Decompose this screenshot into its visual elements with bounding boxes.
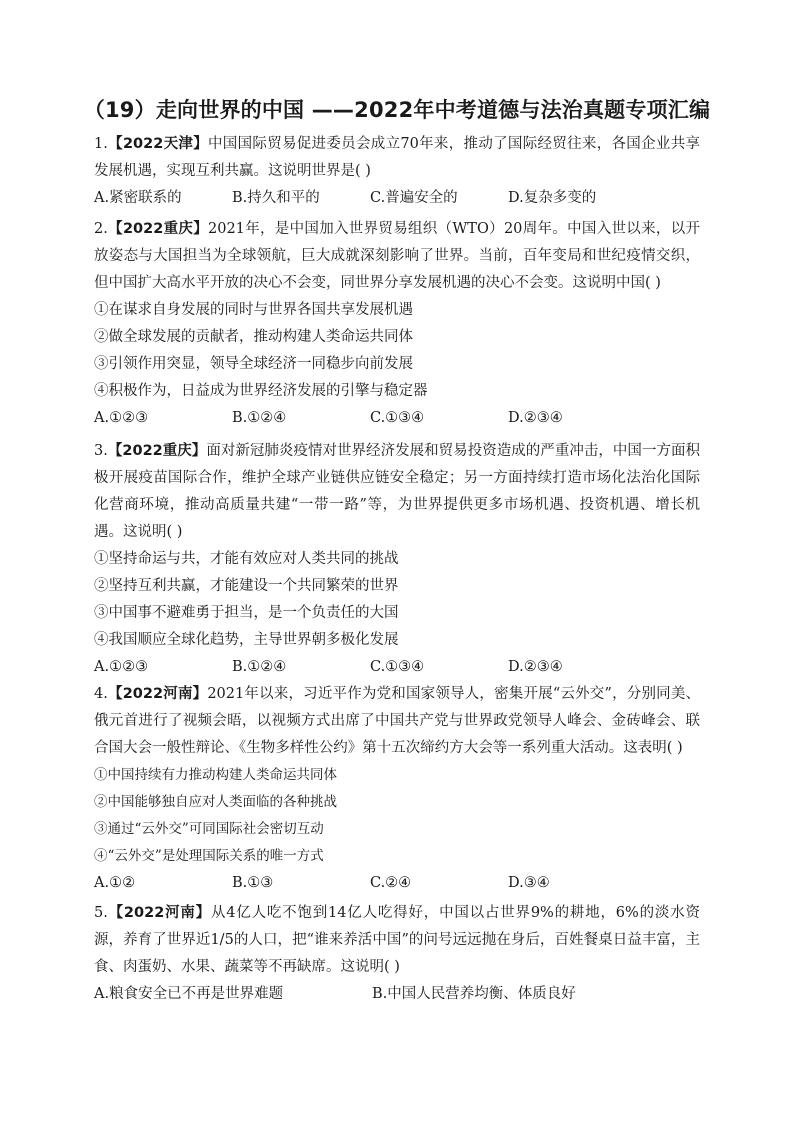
statement-4: ④我国顺应全球化趋势，主导世界朝多极化发展 [94,632,399,648]
question-source: 【2022重庆】 [107,443,207,459]
question-2 [94,216,700,432]
option-b: B.①③ [232,875,274,891]
statement-4: ④积极作为，日益成为世界经济发展的引擎与稳定器 [94,383,428,399]
question-4 [94,681,700,897]
question-stem [94,900,700,981]
options-row [94,185,700,212]
question-stem [94,681,700,762]
options-row [94,870,700,897]
statement-3: ③通过“云外交”可同国际社会密切互动 [94,821,324,837]
option-c: C.普遍安全的 [370,190,458,206]
option-b: B.中国人民营养均衡、体质良好 [372,986,576,1002]
question-text: 中国国际贸易促进委员会成立70年来，推动了国际经贸往来，各国企业共享发展机遇，实现互利共赢。这说明世界是( ) [94,136,701,179]
question-number: 5. [94,905,108,921]
question-stem [94,131,700,185]
question-number: 1. [94,136,108,152]
option-d: D.复杂多变的 [508,190,597,206]
question-text: 面对新冠肺炎疫情对世界经济发展和贸易投资造成的严重冲击，中国一方面积极开展疫苗国际合作，维护全球产业链供应链安全稳定；另一方面持续打造市场化法治化国际化营商环境，推动高质量共建“一带一路”等，为世界提供更多市场机遇、投资机遇、增长机遇。这说明( ) [94,443,700,540]
statement-2: ②做全球发展的贡献者，推动构建人类命运共同体 [94,329,413,345]
option-b: B.①②④ [232,659,287,675]
question-source: 【2022重庆】 [107,221,208,237]
page-title: （19）走向世界的中国 ——2022年中考道德与法治真题专项汇编 [83,98,711,122]
statement-2: ②中国能够独自应对人类面临的各种挑战 [94,794,337,810]
question-stem [94,438,700,546]
statement-4: ④“云外交”是处理国际关系的唯一方式 [94,848,324,864]
option-d: D.②③④ [508,410,563,426]
question-number: 2. [94,221,108,237]
statement-1: ①在谋求自身发展的同时与世界各国共享发展机遇 [94,302,413,318]
option-a: A.紧密联系的 [94,190,182,206]
option-a: A.①②③ [94,410,149,426]
option-d: D.②③④ [508,659,563,675]
option-a: A.①② [94,875,136,891]
options-row [94,654,700,681]
question-source: 【2022河南】 [107,905,211,921]
question-source: 【2022河南】 [107,686,208,702]
question-text: 从4亿人吃不饱到14亿人吃得好，中国以占世界9%的耕地，6%的淡水资源，养育了世界近1/5的人口，把“谁来养活中国”的问号远远抛在身后，百姓餐桌日益丰富，主食、肉蛋奶、水果、蔬菜等不再缺席。这说明( ) [94,905,700,975]
options-row [94,405,700,432]
option-c: C.①③④ [370,410,425,426]
option-b: B.持久和平的 [232,190,320,206]
option-c: C.②④ [370,875,412,891]
statement-1: ①中国持续有力推动构建人类命运共同体 [94,767,337,783]
question-stem [94,216,700,297]
question-5 [94,900,700,1008]
question-1 [94,131,700,212]
question-number: 4. [94,686,108,702]
statement-1: ①坚持命运与共，才能有效应对人类共同的挑战 [94,551,399,567]
question-text: 2021年以来，习近平作为党和国家领导人，密集开展“云外交”，分别同美、俄元首进行了视频会晤，以视频方式出席了中国共产党与世界政党领导人峰会、金砖峰会、联合国大会一般性辩论、《生物多样性公约》第十五次缔约方大会等一系列重大活动。这表明( ) [94,686,700,756]
option-a: A.①②③ [94,659,149,675]
options-row [94,981,700,1008]
statement-3: ③中国事不避难勇于担当，是一个负责任的大国 [94,605,399,621]
option-b: B.①②④ [232,410,287,426]
option-c: C.①③④ [370,659,425,675]
statement-3: ③引领作用突显，领导全球经济一同稳步向前发展 [94,356,413,372]
statement-2: ②坚持互利共赢，才能建设一个共同繁荣的世界 [94,578,399,594]
option-d: D.③④ [508,875,550,891]
question-3 [94,438,700,681]
question-number: 3. [94,443,108,459]
question-source: 【2022天津】 [107,136,208,152]
option-a: A.粮食安全已不再是世界难题 [94,986,284,1002]
question-text: 2021年，是中国加入世界贸易组织（WTO）20周年。中国入世以来，以开放姿态与大国担当为全球领航，巨大成就深刻影响了世界。当前，百年变局和世纪疫情交织，但中国扩大高水平开放的决心不会变，同世界分享发展机遇的决心不会变。这说明中国( ) [94,221,700,291]
